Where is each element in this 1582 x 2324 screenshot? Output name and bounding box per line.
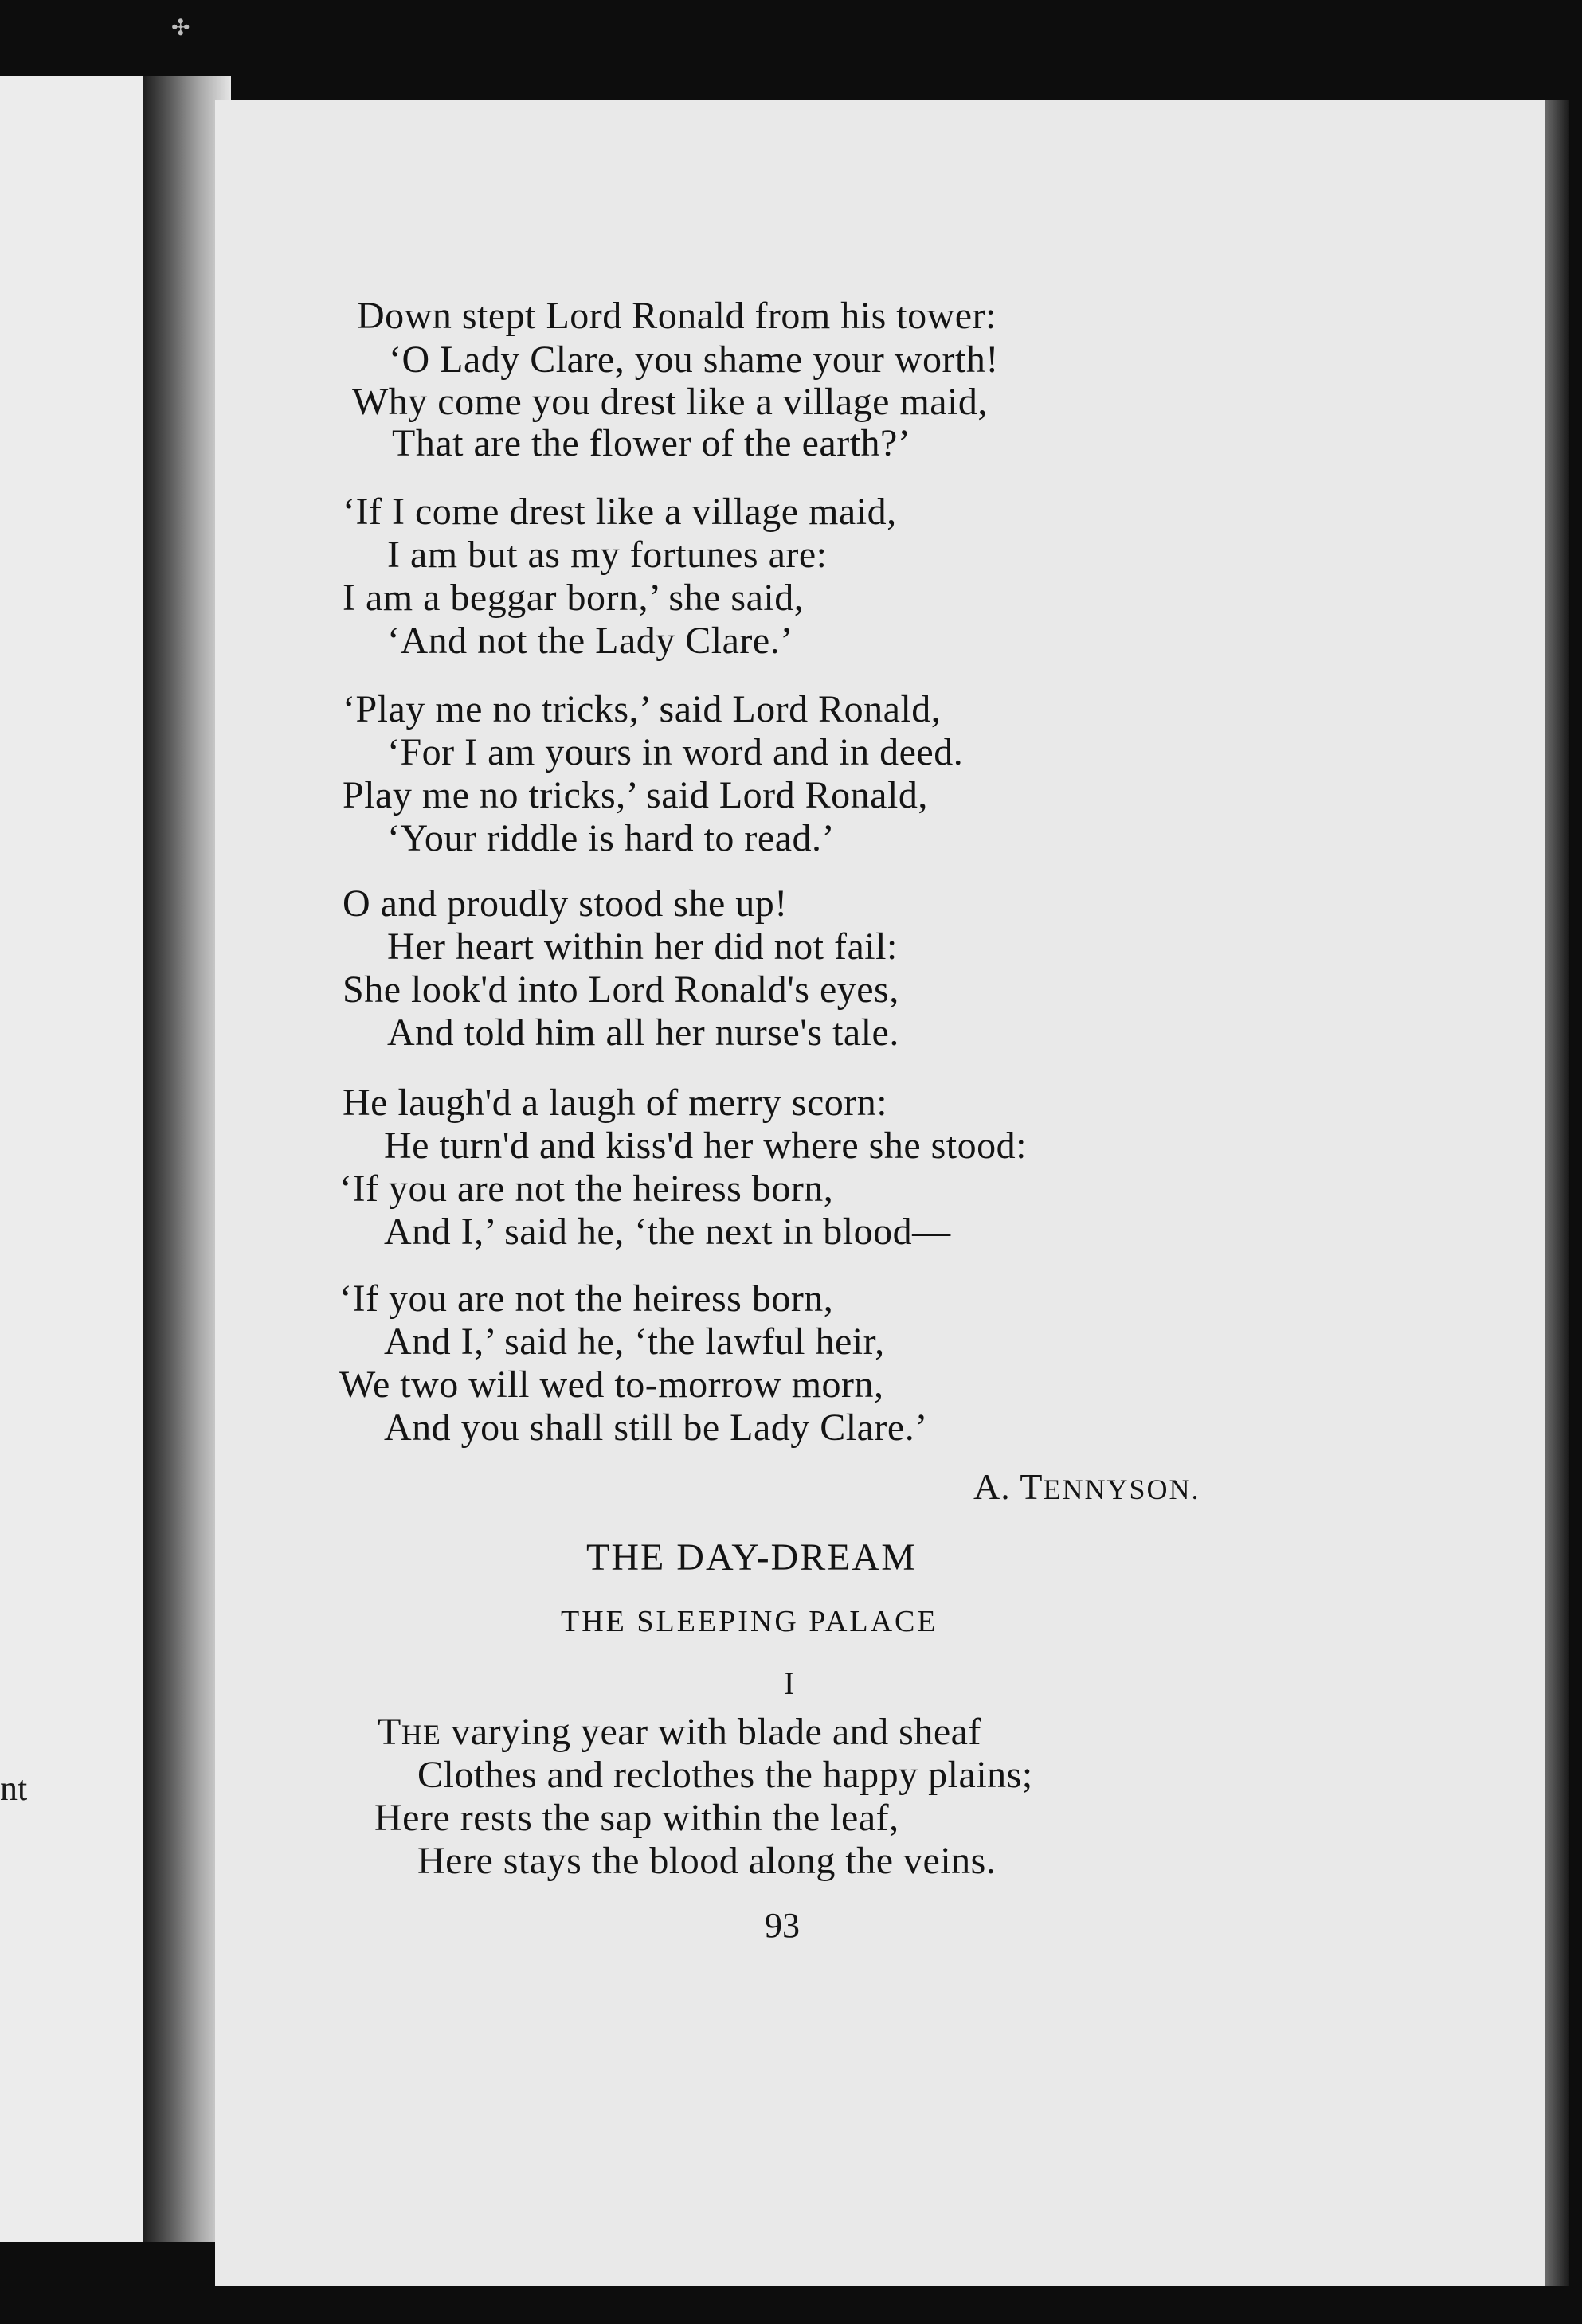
poem-attribution [973,1465,1200,1508]
poem-line: Clothes and reclothes the happy plains; [417,1754,1033,1796]
poem-first-line [378,1711,981,1756]
first-line-rest: varying year with blade and sheaf [441,1711,981,1753]
poem-line: I am a beggar born,’ she said, [343,577,805,619]
poem-line: O and proudly stood she up! [343,882,788,925]
poem-line: ‘For I am yours in word and in deed. [387,731,964,773]
poem-line: ‘And not the Lady Clare.’ [387,620,793,662]
poem-line: Her heart within her did not fail: [387,925,898,968]
poem-line: ‘O Lady Clare, you shame your worth! [389,338,999,381]
poem-line: ‘Your riddle is hard to read.’ [387,817,836,859]
poem-line: Why come you drest like a village maid, [352,381,988,423]
poem-line: ‘If you are not the heiress born, [339,1277,834,1320]
section-number: I [784,1665,795,1701]
poem-line: ‘If you are not the heiress born, [339,1168,834,1210]
scan-speck: ✣ [171,16,190,41]
poem-line: Down stept Lord Ronald from his tower: [357,295,997,337]
poem-line: He turn'd and kiss'd her where she stood: [384,1125,1027,1167]
poem-subtitle: THE SLEEPING PALACE [561,1605,938,1638]
poem-line: ‘Play me no tricks,’ said Lord Ronald, [343,688,942,730]
poem-title: THE DAY-DREAM [586,1536,917,1579]
poem-line: And told him all her nurse's tale. [387,1011,899,1054]
poem-line: Here stays the blood along the veins. [417,1840,997,1882]
previous-page [0,76,159,2242]
poem-line: And I,’ said he, ‘the lawful heir, [384,1320,885,1363]
poem-line: I am but as my fortunes are: [387,534,828,576]
attribution-surname: ENNYSON. [1043,1473,1200,1505]
poem-line: And you shall still be Lady Clare.’ [384,1407,928,1449]
poem-line: She look'd into Lord Ronald's eyes, [343,968,899,1011]
attribution-initial: A. T [973,1466,1044,1507]
first-word-cap: T [378,1711,401,1753]
poem-line: He laugh'd a laugh of merry scorn: [343,1082,888,1124]
poem-line: We two will wed to-morrow morn, [339,1363,884,1406]
poem-line: Here rests the sap within the leaf, [374,1797,899,1839]
poem-line: Play me no tricks,’ said Lord Ronald, [343,774,928,816]
previous-page-fragment: nt [0,1769,28,1808]
poem-line: ‘If I come drest like a village maid, [343,491,897,533]
poem-line: That are the flower of the earth?’ [392,422,911,464]
poem-line: And I,’ said he, ‘the next in blood— [384,1211,951,1253]
page-edge-shadow [1545,100,1569,2286]
page-number: 93 [765,1906,800,1945]
first-word-rest: HE [401,1719,441,1751]
